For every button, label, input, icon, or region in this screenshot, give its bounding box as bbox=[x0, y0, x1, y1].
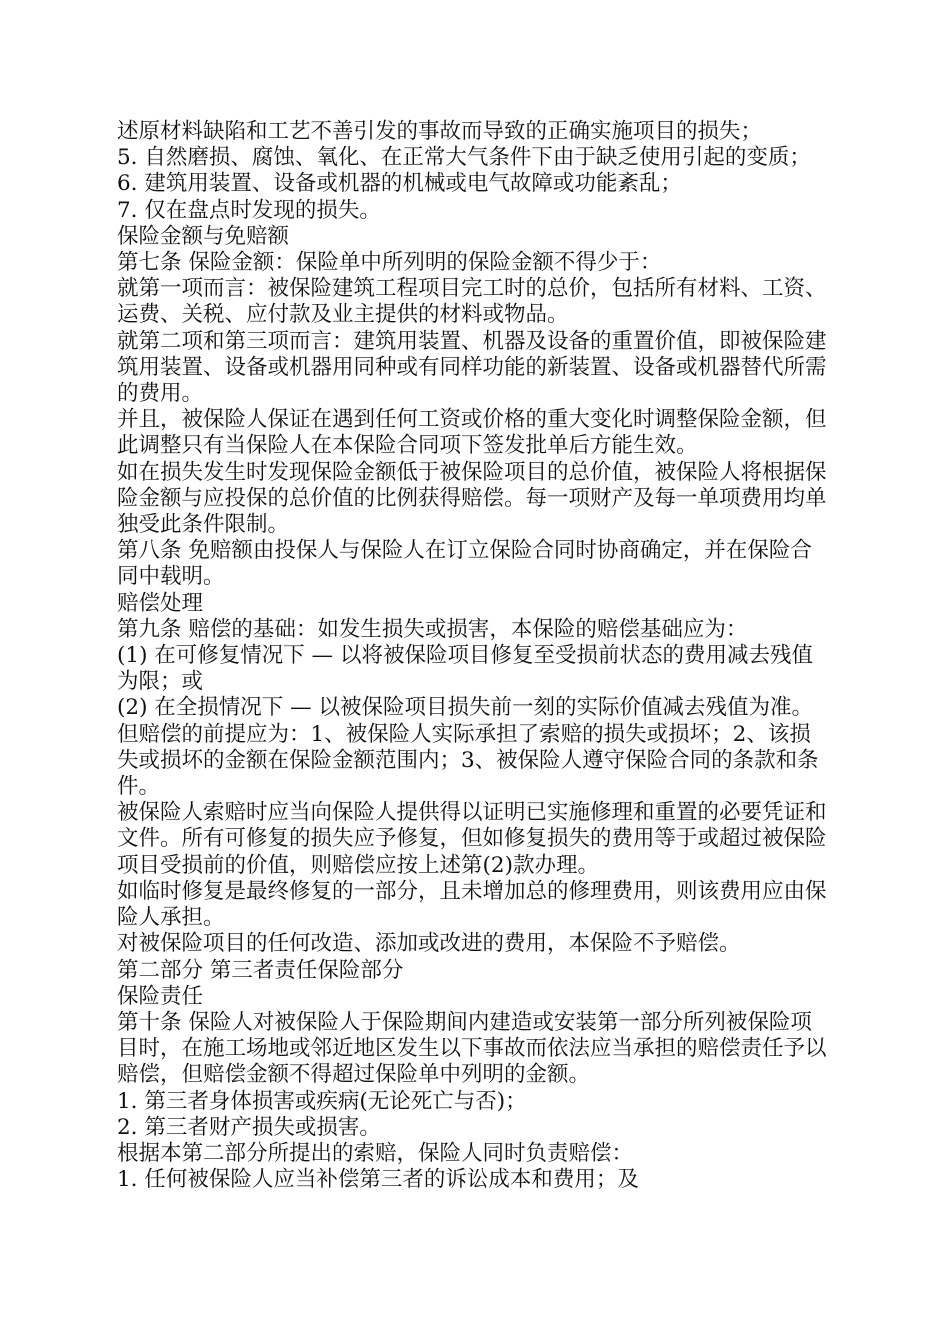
paragraph: 5. 自然磨损、腐蚀、氧化、在正常大气条件下由于缺乏使用引起的变质； bbox=[117, 145, 811, 171]
paragraph: 就第二项和第三项而言：建筑用装置、机器及设备的重置价值，即被保险建筑用装置、设备或机器用同种或有同样功能的新装置、设备或机器替代所需的费用。 bbox=[117, 328, 827, 407]
paragraph: 对被保险项目的任何改造、添加或改进的费用，本保险不予赔偿。 bbox=[117, 931, 741, 957]
paragraph: 第七条 保险金额：保险单中所列明的保险金额不得少于： bbox=[117, 250, 662, 276]
paragraph: 并且，被保险人保证在遇到任何工资或价格的重大变化时调整保险金额，但此调整只有当保险人在本保险合同项下签发批单后方能生效。 bbox=[117, 407, 827, 459]
section-heading: 赔偿处理 bbox=[117, 590, 204, 616]
paragraph: 被保险人索赔时应当向保险人提供得以证明已实施修理和重置的必要凭证和文件。所有可修复的损失应予修复，但如修复损失的费用等于或超过被保险项目受损前的价值，则赔偿应按上述第(2)款办理。 bbox=[117, 800, 827, 878]
paragraph: 就第一项而言：被保险建筑工程项目完工时的总价，包括所有材料、工资、运费、关税、应付款及业主提供的材料或物品。 bbox=[117, 276, 827, 328]
paragraph: 第九条 赔偿的基础：如发生损失或损害，本保险的赔偿基础应为： bbox=[117, 616, 748, 642]
paragraph: 根据本第二部分所提出的索赔，保险人同时负责赔偿： bbox=[117, 1140, 634, 1166]
paragraph: 但赔偿的前提应为：1、被保险人实际承担了索赔的损失或损坏；2、该损失或损坏的金额在保险金额范围内；3、被保险人遵守保险合同的条款和条件。 bbox=[117, 721, 819, 800]
paragraph: 6. 建筑用装置、设备或机器的机械或电气故障或功能紊乱； bbox=[117, 171, 682, 197]
paragraph: 第八条 免赔额由投保人与保险人在订立保险合同时协商确定，并在保险合同中载明。 bbox=[117, 538, 812, 590]
section-heading: 保险金额与免赔额 bbox=[117, 223, 290, 249]
section-heading: 保险责任 bbox=[117, 983, 204, 1009]
paragraph: 第十条 保险人对被保险人于保险期间内建造或安装第一部分所列被保险项目时，在施工场地或邻近地区发生以下事故而依法应当承担的赔偿责任予以赔偿，但赔偿金额不得超过保险单中列明的金额。 bbox=[117, 1009, 827, 1088]
section-heading: 第二部分 第三者责任保险部分 bbox=[117, 957, 404, 983]
paragraph: 如临时修复是最终修复的一部分，且未增加总的修理费用，则该费用应由保险人承担。 bbox=[117, 878, 827, 931]
paragraph: (2) 在全损情况下 — 以被保险项目损失前一刻的实际价值减去残值为准。 bbox=[117, 695, 813, 721]
document-body bbox=[117, 119, 829, 1193]
paragraph: (1) 在可修复情况下 — 以将被保险项目修复至受损前状态的费用减去残值为限；或 bbox=[117, 643, 813, 695]
list-item: 2. 第三者财产损失或损害。 bbox=[117, 1114, 381, 1140]
paragraph: 述原材料缺陷和工艺不善引发的事故而导致的正确实施项目的损失； bbox=[117, 119, 763, 144]
paragraph: 如在损失发生时发现保险金额低于被保险项目的总价值，被保险人将根据保险金额与应投保的总价值的比例获得赔偿。每一项财产及每一单项费用均单独受此条件限制。 bbox=[117, 459, 827, 538]
list-item: 1. 任何被保险人应当补偿第三者的诉讼成本和费用；及 bbox=[117, 1167, 639, 1193]
paragraph: 7. 仅在盘点时发现的损失。 bbox=[117, 197, 381, 223]
list-item: 1. 第三者身体损害或疾病(无论死亡与否)； bbox=[117, 1088, 527, 1114]
